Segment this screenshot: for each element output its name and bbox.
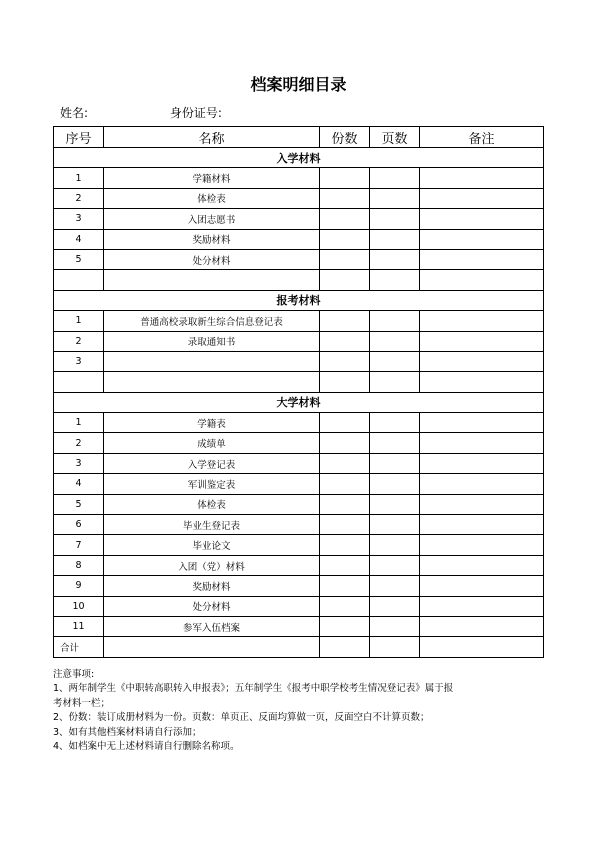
row-copies-cell[interactable] xyxy=(320,433,370,453)
row-number xyxy=(54,372,104,392)
row-copies-cell[interactable] xyxy=(320,515,370,535)
table-row xyxy=(54,229,544,249)
row-pages-cell[interactable] xyxy=(370,576,420,596)
row-item-name: 毕业生登记表 xyxy=(104,515,320,535)
row-item-name: 处分材料 xyxy=(104,596,320,616)
table-row xyxy=(54,188,544,208)
row-number: 1 xyxy=(54,311,104,331)
row-pages-cell[interactable] xyxy=(370,249,420,269)
row-item-name: 学籍材料 xyxy=(104,168,320,188)
row-remarks-cell[interactable] xyxy=(420,616,544,636)
row-item-name: 成绩单 xyxy=(104,433,320,453)
note-line: 4、如档案中无上述材料请自行删除名称项。 xyxy=(53,741,240,753)
row-pages-cell[interactable] xyxy=(370,229,420,249)
row-remarks-cell[interactable] xyxy=(420,453,544,473)
row-copies-cell[interactable] xyxy=(320,474,370,494)
header-remarks: 备注 xyxy=(420,127,544,148)
row-item-name xyxy=(104,372,320,392)
row-copies-cell[interactable] xyxy=(320,413,370,433)
total-label: 合计 xyxy=(54,637,104,657)
row-number: 11 xyxy=(54,616,104,636)
row-copies-cell[interactable] xyxy=(320,555,370,575)
section-row xyxy=(54,392,544,412)
row-remarks-cell[interactable] xyxy=(420,515,544,535)
row-copies-cell[interactable] xyxy=(320,168,370,188)
table-body xyxy=(54,148,544,658)
row-remarks-cell[interactable] xyxy=(420,209,544,229)
section-title: 入学材料 xyxy=(54,148,544,168)
row-item-name: 普通高校录取新生综合信息登记表 xyxy=(104,311,320,331)
row-item-name: 军训鉴定表 xyxy=(104,474,320,494)
table-row xyxy=(54,413,544,433)
page-title: 档案明细目录 xyxy=(250,75,347,94)
row-item-name: 处分材料 xyxy=(104,249,320,269)
row-number: 1 xyxy=(54,413,104,433)
section-title: 大学材料 xyxy=(54,392,544,412)
row-number: 4 xyxy=(54,474,104,494)
row-remarks-cell[interactable] xyxy=(420,188,544,208)
table-row xyxy=(54,249,544,269)
row-pages-cell[interactable] xyxy=(370,555,420,575)
row-pages-cell[interactable] xyxy=(370,515,420,535)
row-pages-cell[interactable] xyxy=(370,596,420,616)
header-pages: 页数 xyxy=(370,127,420,148)
row-copies-cell[interactable] xyxy=(320,372,370,392)
row-number: 2 xyxy=(54,433,104,453)
table-row xyxy=(54,331,544,351)
row-remarks-cell[interactable] xyxy=(420,494,544,514)
row-remarks-cell[interactable] xyxy=(420,351,544,371)
row-item-name: 学籍表 xyxy=(104,413,320,433)
row-number: 3 xyxy=(54,209,104,229)
row-item-name: 参军入伍档案 xyxy=(104,616,320,636)
total-name-cell[interactable] xyxy=(104,637,320,657)
row-copies-cell[interactable] xyxy=(320,249,370,269)
total-row xyxy=(54,637,544,657)
row-pages-cell[interactable] xyxy=(370,188,420,208)
total-pages-cell[interactable] xyxy=(370,637,420,657)
total-remarks-cell[interactable] xyxy=(420,637,544,657)
table-row xyxy=(54,596,544,616)
row-item-name: 入团志愿书 xyxy=(104,209,320,229)
row-remarks-cell[interactable] xyxy=(420,331,544,351)
row-number: 5 xyxy=(54,494,104,514)
header-copies: 份数 xyxy=(320,127,370,148)
section-row xyxy=(54,148,544,168)
row-copies-cell[interactable] xyxy=(320,616,370,636)
row-remarks-cell[interactable] xyxy=(420,311,544,331)
table-row xyxy=(54,576,544,596)
id-number-label: 身份证号: xyxy=(169,106,222,120)
row-number xyxy=(54,270,104,290)
row-remarks-cell[interactable] xyxy=(420,372,544,392)
row-item-name: 奖励材料 xyxy=(104,229,320,249)
row-remarks-cell[interactable] xyxy=(420,535,544,555)
table-row xyxy=(54,555,544,575)
notes-heading: 注意事项: xyxy=(53,669,95,680)
header-seq: 序号 xyxy=(54,127,104,148)
row-number: 3 xyxy=(54,351,104,371)
row-remarks-cell[interactable] xyxy=(420,474,544,494)
row-pages-cell[interactable] xyxy=(370,535,420,555)
table-row xyxy=(54,311,544,331)
note-line: 1、两年制学生《中职转高职转入申报表》；五年制学生《报考中职学校考生情况登记表》属于报 xyxy=(53,683,454,695)
row-item-name: 奖励材料 xyxy=(104,576,320,596)
table-row xyxy=(54,494,544,514)
row-copies-cell[interactable] xyxy=(320,270,370,290)
row-copies-cell[interactable] xyxy=(320,535,370,555)
row-pages-cell[interactable] xyxy=(370,331,420,351)
row-number: 3 xyxy=(54,453,104,473)
row-number: 7 xyxy=(54,535,104,555)
row-remarks-cell[interactable] xyxy=(420,270,544,290)
table-row xyxy=(54,372,544,392)
row-pages-cell[interactable] xyxy=(370,372,420,392)
table-row xyxy=(54,168,544,188)
row-pages-cell[interactable] xyxy=(370,433,420,453)
row-item-name: 入学登记表 xyxy=(104,453,320,473)
row-number: 1 xyxy=(54,168,104,188)
applicant-info xyxy=(60,104,222,121)
name-label: 姓名: xyxy=(60,106,89,120)
row-number: 5 xyxy=(54,249,104,269)
table-row xyxy=(54,270,544,290)
row-number: 2 xyxy=(54,331,104,351)
table-row xyxy=(54,209,544,229)
notes xyxy=(53,668,553,754)
row-remarks-cell[interactable] xyxy=(420,413,544,433)
row-item-name: 录取通知书 xyxy=(104,331,320,351)
row-copies-cell[interactable] xyxy=(320,576,370,596)
archive-table xyxy=(53,126,544,658)
table-row xyxy=(54,453,544,473)
row-copies-cell[interactable] xyxy=(320,453,370,473)
row-remarks-cell[interactable] xyxy=(420,229,544,249)
row-copies-cell[interactable] xyxy=(320,229,370,249)
row-pages-cell[interactable] xyxy=(370,351,420,371)
row-copies-cell[interactable] xyxy=(320,351,370,371)
row-pages-cell[interactable] xyxy=(370,270,420,290)
note-line: 2、份数：装订成册材料为一份。页数：单页正、反面均算做一页，反面空白不计算页数； xyxy=(53,712,430,724)
table-row xyxy=(54,433,544,453)
total-copies-cell[interactable] xyxy=(320,637,370,657)
row-pages-cell[interactable] xyxy=(370,494,420,514)
row-item-name: 入团（党）材料 xyxy=(104,555,320,575)
row-pages-cell[interactable] xyxy=(370,453,420,473)
table-row xyxy=(54,616,544,636)
table-row xyxy=(54,474,544,494)
header-name: 名称 xyxy=(104,127,320,148)
row-copies-cell[interactable] xyxy=(320,596,370,616)
row-pages-cell[interactable] xyxy=(370,616,420,636)
row-item-name: 体检表 xyxy=(104,494,320,514)
row-remarks-cell[interactable] xyxy=(420,249,544,269)
row-number: 9 xyxy=(54,576,104,596)
row-number: 8 xyxy=(54,555,104,575)
row-copies-cell[interactable] xyxy=(320,331,370,351)
row-item-name xyxy=(104,351,320,371)
row-remarks-cell[interactable] xyxy=(420,168,544,188)
row-item-name: 毕业论文 xyxy=(104,535,320,555)
row-copies-cell[interactable] xyxy=(320,311,370,331)
row-number: 10 xyxy=(54,596,104,616)
table-header-row xyxy=(54,127,544,148)
row-copies-cell[interactable] xyxy=(320,188,370,208)
row-remarks-cell[interactable] xyxy=(420,596,544,616)
row-pages-cell[interactable] xyxy=(370,168,420,188)
row-remarks-cell[interactable] xyxy=(420,576,544,596)
row-item-name: 体检表 xyxy=(104,188,320,208)
section-row xyxy=(54,290,544,310)
note-line: 考材料一栏； xyxy=(53,697,111,709)
row-number: 2 xyxy=(54,188,104,208)
row-pages-cell[interactable] xyxy=(370,474,420,494)
row-remarks-cell[interactable] xyxy=(420,433,544,453)
table-row xyxy=(54,515,544,535)
section-title: 报考材料 xyxy=(54,290,544,310)
note-line: 3、如有其他档案材料请自行添加； xyxy=(53,726,202,738)
row-pages-cell[interactable] xyxy=(370,209,420,229)
table-row xyxy=(54,535,544,555)
row-pages-cell[interactable] xyxy=(370,413,420,433)
row-copies-cell[interactable] xyxy=(320,209,370,229)
table-row xyxy=(54,351,544,371)
row-pages-cell[interactable] xyxy=(370,311,420,331)
row-item-name xyxy=(104,270,320,290)
row-number: 6 xyxy=(54,515,104,535)
row-copies-cell[interactable] xyxy=(320,494,370,514)
row-remarks-cell[interactable] xyxy=(420,555,544,575)
row-number: 4 xyxy=(54,229,104,249)
